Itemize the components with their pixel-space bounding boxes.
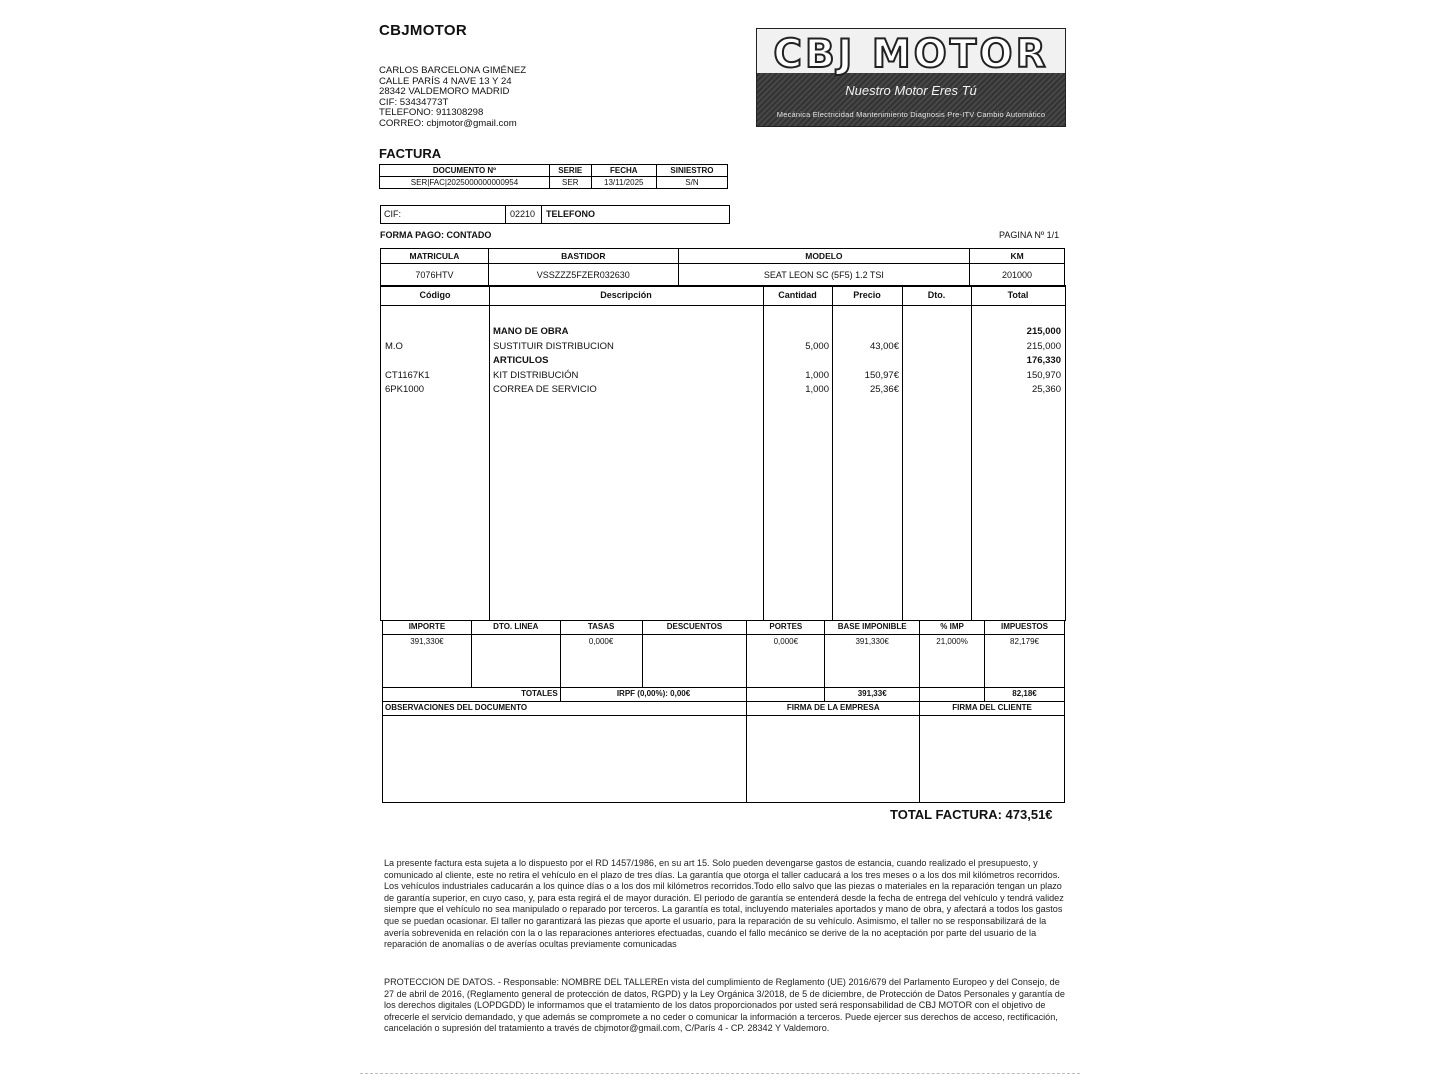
items-header-price: Precio [853, 290, 881, 300]
header-divider [381, 305, 1065, 306]
client-code: 02210 [510, 209, 536, 219]
observations-body-row [383, 716, 1065, 803]
item-total: 176,330 [1026, 355, 1061, 366]
invoice-total: TOTAL FACTURA: 473,51€ [890, 807, 1053, 822]
totals-header: PORTES [747, 621, 825, 635]
items-header-description: Descripción [600, 290, 652, 300]
vehicle-km: 201000 [970, 264, 1065, 287]
document-meta-table [379, 164, 728, 189]
vehicle-header: MATRICULA [381, 249, 489, 264]
totals-header: IMPUESTOS [985, 621, 1065, 635]
item-quantity: 1,000 [805, 369, 829, 381]
address-line: 28342 VALDEMORO MADRID [379, 86, 510, 98]
item-code: M.O [385, 340, 403, 352]
empty-cell [747, 688, 825, 702]
item-total: 25,360 [1031, 384, 1061, 395]
client-phone-label: TELEFONO [546, 209, 595, 219]
vehicle-value-row [381, 264, 1065, 287]
items-header-code: Código [419, 290, 451, 300]
item-description: CORREA DE SERVICIO [493, 384, 597, 395]
meta-header: FECHA [591, 165, 656, 177]
vehicle-table [380, 248, 1065, 287]
company-address [379, 66, 526, 130]
address-line: CARLOS BARCELONA GIMÉNEZ [379, 65, 527, 76]
totals-header: DESCUENTOS [642, 621, 747, 635]
address-line: CORREO: cbjmotor@gmail.com [379, 117, 517, 129]
meta-header: SERIE [549, 165, 591, 177]
client-box [380, 205, 730, 224]
tasas-value: 0,000€ [560, 635, 642, 688]
address-line: CIF: 53434773T [379, 96, 449, 108]
company-signature-label: FIRMA DE LA EMPRESA [747, 702, 920, 716]
legal-terms: La presente factura esta sujeta a lo dispuesto por el RD 1457/1986, en su art 15. Solo pueden devengarse gastos de estancia, cuando realizado el presupuesto, y comunicado al cliente, este no retira el vehículo en el plazo de tres días. La garantía que otorga el taller caducará a los tres meses o a los dos mil kilómetros recorridos. Los vehículos industriales caducarán a los quince días o a los dos mil kilómetros recorridos.Todo ello salvo que las piezas o materiales en la reparación tengan un plazo de garantía superior, en cuyo caso, y, para esta regirá el de mayor duración. El periodo de garantía se entenderá desde la fecha de entrega del vehículo y tendrá validez siempre que el vehículo no sea manipulado o reparado por terceros. La garantía es total, incluyendo materiales aportados y mano de obra, y afectará a todos los gastos que se puedan ocasionar. El taller no garantizará las piezas que aporte el usuario, para la reparación de su vehículo. Asimismo, el taller no se responsabilizará de la avería sobrevenida en relación con la o las reparaciones anteriores efectuadas, cuando el fallo mecánico se derive de la no aceptación por parte del usuario de la reparación de anomalías o de averías ocultas previamente comunicadas [384, 858, 1064, 950]
column-divider [763, 286, 764, 620]
address-line: CALLE PARÍS 4 NAVE 13 Y 24 [379, 75, 512, 87]
vehicle-header: BASTIDOR [488, 249, 678, 264]
logo-services: Mecánica Electricidad Mantenimiento Diagnosis Pre-ITV Cambio Automático [776, 110, 1046, 119]
item-quantity: 1,000 [805, 384, 829, 395]
items-header-quantity: Cantidad [778, 290, 817, 300]
totals-header: DTO. LINEA [471, 621, 560, 635]
meta-header: DOCUMENTO Nº [380, 165, 550, 177]
document-siniestro: S/N [656, 177, 727, 189]
items-header-total: Total [1007, 290, 1029, 300]
item-code: 6PK1000 [385, 384, 425, 395]
divider [505, 206, 506, 223]
importe-value: 391,330€ [383, 635, 472, 688]
imp-percent-value: 21,000% [920, 635, 985, 688]
item-quantity: 5,000 [805, 340, 829, 352]
totals-header-row [383, 621, 1065, 635]
logo-slogan: Nuestro Motor Eres Tú [845, 83, 977, 98]
item-price: 150,97€ [864, 369, 899, 381]
items-header-discount: Dto. [927, 290, 946, 300]
descuentos-value [642, 635, 747, 688]
vehicle-header: MODELO [678, 249, 969, 264]
divider [541, 206, 542, 223]
base-total: 391,33€ [825, 688, 920, 702]
item-total: 215,000 [1026, 340, 1061, 352]
meta-value-row [380, 177, 728, 189]
portes-value: 0,000€ [747, 635, 825, 688]
item-price: 25,36€ [869, 384, 899, 395]
item-code: CT1167K1 [385, 369, 430, 381]
totals-header: BASE IMPONIBLE [825, 621, 920, 635]
observations-field [383, 716, 747, 803]
totals-header: TASAS [560, 621, 642, 635]
item-total: 150,970 [1026, 369, 1061, 381]
impuestos-total: 82,18€ [985, 688, 1065, 702]
item-description: ARTICULOS [493, 355, 549, 366]
totals-value-row [383, 635, 1065, 688]
item-description: SUSTITUIR DISTRIBUCION [493, 340, 614, 352]
client-cif-label: CIF: [384, 209, 401, 219]
page-number: PAGINA Nº 1/1 [999, 230, 1060, 240]
item-description: KIT DISTRIBUCIÓN [493, 369, 579, 381]
column-divider [902, 286, 903, 620]
totals-header: IMPORTE [383, 621, 472, 635]
company-logo [756, 28, 1066, 127]
vehicle-model: SEAT LEON SC (5F5) 1.2 TSI [678, 264, 969, 287]
data-protection-notice: PROTECCION DE DATOS. - Responsable: NOMBRE DEL TALLEREn vista del cumplimiento de Reglamento (UE) 2016/679 del Parlamento Europeo y del Consejo, de 27 de abril de 2016, (Reglamento general de protección de datos, RGPD) y la Ley Orgánica 3/2018, de 5 de diciembre, de Protección de Datos Personales y garantía de los derechos digitales (LOPDGDD) le informamos que el tratamiento de los datos proporcionados por usted será responsabilidad de CBJ MOTOR con el objetivo de ofrecerle el servicio demandado, y que además se compromete a no ceder o comunicar la información a terceros. Puede ejercer sus derechos de acceso, rectificación, cancelación o supresión del tratamiento a través de cbjmotor@gmail.com, C/París 4 - CP. 28342 Y Valdemoro. [384, 977, 1065, 1034]
page-bottom-line [360, 1073, 1080, 1075]
address-line: TELEFONO: 911308298 [379, 107, 484, 119]
dto-linea-value [471, 635, 560, 688]
column-divider [489, 286, 490, 620]
totales-row [383, 688, 1065, 702]
totales-label: TOTALES [383, 688, 561, 702]
client-signature-field [920, 716, 1065, 803]
meta-header-row [380, 165, 728, 177]
items-table [380, 285, 1066, 621]
observations-label: OBSERVACIONES DEL DOCUMENTO [383, 702, 747, 716]
irpf-value: IRPF (0,00%): 0,00€ [560, 688, 747, 702]
company-name: CBJMOTOR [379, 22, 467, 39]
item-description: MANO DE OBRA [493, 326, 569, 337]
column-divider [832, 286, 833, 620]
meta-header: SINIESTRO [656, 165, 727, 177]
totals-table [382, 620, 1065, 803]
impuestos-value: 82,179€ [985, 635, 1065, 688]
vehicle-header: KM [970, 249, 1065, 264]
vehicle-header-row [381, 249, 1065, 264]
client-signature-label: FIRMA DEL CLIENTE [920, 702, 1065, 716]
item-total: 215,000 [1026, 326, 1061, 337]
vehicle-plate: 7076HTV [381, 264, 489, 287]
document-title: FACTURA [379, 146, 442, 161]
totals-header: % IMP [920, 621, 985, 635]
payment-method: FORMA PAGO: CONTADO [380, 230, 492, 240]
vehicle-vin: VSSZZZ5FZER032630 [488, 264, 678, 287]
document-date: 13/11/2025 [591, 177, 656, 189]
document-series: SER [549, 177, 591, 189]
empty-cell [920, 688, 985, 702]
logo-text: CBJ MOTOR [773, 32, 1049, 77]
item-price: 43,00€ [869, 340, 899, 352]
company-signature-field [747, 716, 920, 803]
observations-header-row [383, 702, 1065, 716]
base-imponible-value: 391,330€ [825, 635, 920, 688]
document-number: SER|FAC|2025000000000954 [380, 177, 550, 189]
